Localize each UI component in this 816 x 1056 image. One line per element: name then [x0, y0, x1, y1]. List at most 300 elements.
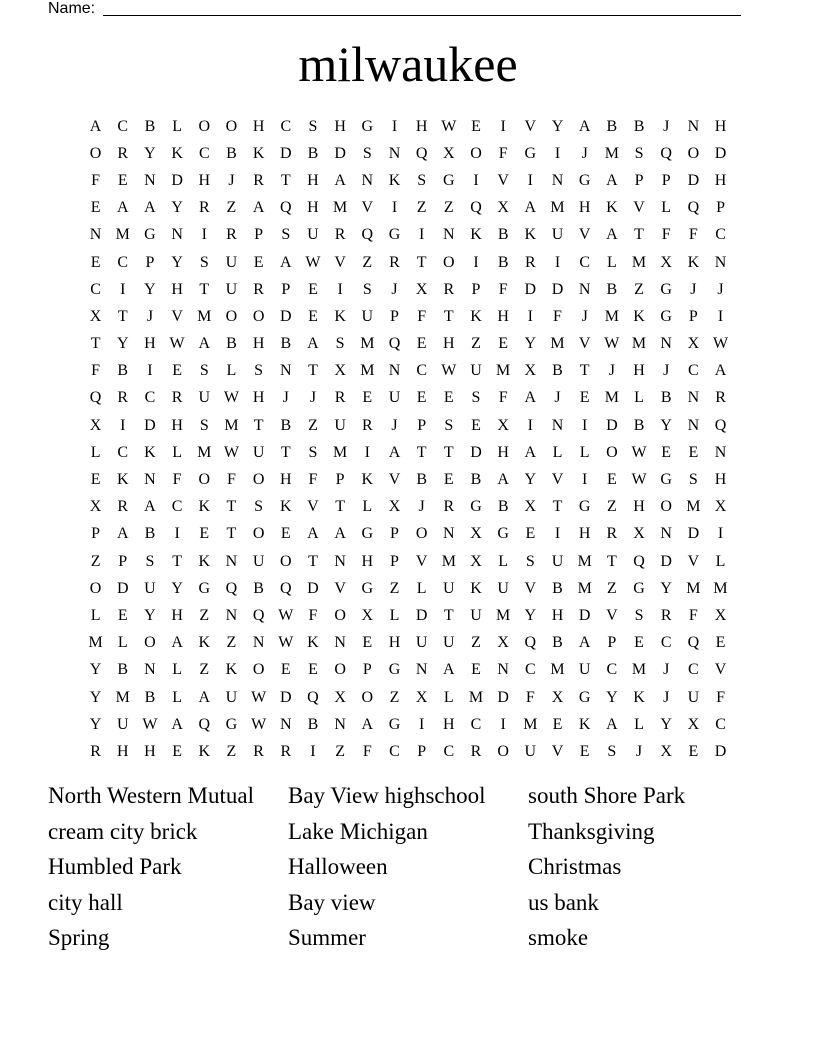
grid-letter: M — [197, 443, 212, 461]
grid-letter: W — [223, 389, 239, 407]
grid-letter: W — [712, 335, 729, 353]
grid-row — [82, 276, 734, 303]
grid-letter: D — [280, 688, 292, 706]
grid-letter: F — [417, 307, 427, 325]
grid-letter: L — [552, 443, 563, 461]
word-list-item: Lake Michigan — [288, 818, 428, 844]
grid-letter: Z — [389, 688, 400, 706]
grid-letter: Q — [361, 226, 374, 244]
grid-letter: E — [416, 389, 427, 407]
grid-letter: T — [443, 606, 454, 624]
grid-letter: E — [715, 634, 726, 652]
grid-letter: V — [578, 226, 591, 244]
grid-letter: D — [714, 144, 727, 162]
grid-letter: X — [388, 498, 401, 516]
grid-letter: R — [117, 498, 129, 516]
grid-letter: N — [225, 552, 238, 570]
grid-letter: G — [388, 661, 401, 679]
grid-letter: K — [198, 742, 211, 760]
grid-letter: X — [361, 606, 374, 624]
grid-letter: Y — [144, 144, 156, 162]
grid-letter: B — [497, 253, 509, 271]
grid-letter: I — [554, 525, 561, 543]
grid-letter: I — [418, 226, 425, 244]
grid-letter: W — [278, 634, 294, 652]
grid-letter: H — [252, 389, 265, 407]
grid-letter: K — [171, 144, 183, 162]
grid-letter: L — [362, 498, 373, 516]
grid-letter: I — [582, 416, 588, 434]
grid-letter: X — [633, 525, 645, 543]
grid-letter: X — [497, 416, 509, 434]
grid-letter: K — [280, 498, 292, 516]
grid-letter: K — [633, 307, 645, 325]
grid-letter: E — [90, 199, 101, 217]
grid-letter: F — [498, 389, 508, 407]
grid-letter: J — [608, 362, 615, 380]
grid-letter: G — [225, 715, 238, 733]
grid-letter: A — [116, 525, 129, 543]
grid-letter: M — [713, 579, 728, 597]
name-label: Name: — [48, 0, 96, 17]
grid-letter: B — [633, 117, 645, 135]
grid-letter: J — [635, 742, 643, 760]
grid-letter: E — [308, 280, 318, 298]
grid-letter: D — [116, 579, 129, 597]
grid-letter: K — [578, 715, 591, 733]
grid-row — [82, 195, 734, 222]
grid-letter: A — [171, 634, 183, 652]
grid-letter: D — [660, 552, 672, 570]
grid-letter: R — [443, 498, 455, 516]
grid-letter: X — [334, 688, 346, 706]
grid-letter: E — [416, 335, 427, 353]
puzzle-title: milwaukee — [298, 36, 518, 92]
grid-letter: C — [198, 144, 210, 162]
grid-letter: V — [524, 117, 537, 135]
grid-letter: D — [415, 606, 428, 624]
grid-letter: B — [307, 144, 319, 162]
grid-letter: M — [604, 144, 619, 162]
grid-letter: I — [500, 715, 506, 733]
grid-letter: B — [416, 471, 427, 489]
grid-letter: S — [199, 362, 209, 380]
grid-letter: K — [606, 199, 618, 217]
grid-letter: W — [169, 335, 185, 353]
grid-letter: T — [634, 226, 644, 244]
grid-letter: T — [226, 498, 237, 516]
grid-letter: A — [388, 443, 401, 461]
grid-letter: W — [604, 335, 620, 353]
grid-letter: C — [715, 715, 726, 733]
grid-letter: Z — [199, 661, 210, 679]
grid-letter: I — [174, 525, 180, 543]
grid-letter: G — [361, 117, 374, 135]
grid-letter: U — [116, 715, 129, 733]
grid-letter: Z — [335, 742, 346, 760]
grid-letter: A — [606, 171, 618, 189]
grid-letter: O — [334, 661, 346, 679]
grid-letter: V — [334, 579, 346, 597]
grid-letter: R — [117, 389, 129, 407]
grid-letter: K — [198, 552, 211, 570]
grid-letter: P — [716, 199, 725, 217]
grid-letter: M — [550, 335, 565, 353]
grid-letter: M — [333, 199, 348, 217]
grid-letter: X — [687, 335, 700, 353]
grid-letter: V — [361, 199, 374, 217]
grid-letter: A — [524, 199, 537, 217]
grid-letter: T — [280, 171, 291, 189]
grid-letter: D — [606, 416, 618, 434]
grid-letter: S — [634, 606, 644, 624]
grid-letter: O — [252, 525, 265, 543]
grid-letter: S — [199, 253, 209, 271]
grid-letter: S — [525, 552, 535, 570]
grid-letter: E — [172, 742, 182, 760]
grid-letter: H — [171, 416, 183, 434]
grid-letter: N — [280, 715, 292, 733]
grid-letter: Z — [416, 199, 427, 217]
grid-letter: S — [362, 280, 372, 298]
grid-letter: E — [552, 715, 563, 733]
grid-letter: X — [551, 688, 564, 706]
grid-letter: V — [687, 552, 700, 570]
grid-letter: M — [550, 199, 565, 217]
grid-letter: J — [581, 144, 588, 162]
grid-letter: S — [607, 742, 617, 760]
grid-letter: T — [308, 362, 318, 380]
grid-letter: F — [498, 280, 508, 298]
grid-letter: O — [470, 144, 482, 162]
grid-letter: Z — [226, 199, 237, 217]
grid-letter: K — [470, 226, 482, 244]
grid-letter: D — [578, 606, 591, 624]
grid-letter: S — [254, 362, 264, 380]
grid-letter: Z — [606, 498, 617, 516]
grid-letter: K — [361, 471, 374, 489]
word-list-item: Halloween — [288, 854, 388, 880]
grid-letter: Z — [606, 579, 617, 597]
grid-letter: G — [660, 471, 672, 489]
grid-letter: G — [144, 226, 156, 244]
grid-letter: K — [198, 634, 211, 652]
grid-letter: X — [714, 606, 727, 624]
grid-letter: L — [606, 253, 617, 271]
grid-letter: P — [335, 471, 345, 489]
grid-letter: X — [497, 634, 509, 652]
grid-letter: R — [389, 253, 400, 271]
grid-letter: U — [415, 634, 428, 652]
grid-letter: O — [252, 307, 265, 325]
grid-letter: X — [415, 280, 428, 298]
grid-letter: C — [117, 253, 129, 271]
grid-letter: I — [391, 199, 398, 217]
grid-letter: F — [226, 471, 236, 489]
grid-letter: L — [172, 688, 182, 706]
grid-letter: K — [307, 634, 319, 652]
grid-letter: X — [714, 498, 727, 516]
grid-letter: G — [660, 307, 672, 325]
grid-letter: C — [117, 443, 129, 461]
grid-letter: E — [443, 389, 454, 407]
grid-letter: I — [120, 280, 126, 298]
grid-letter: I — [473, 171, 479, 189]
grid-letter: A — [497, 471, 509, 489]
grid-letter: E — [362, 389, 373, 407]
grid-letter: P — [145, 253, 155, 271]
grid-letter: V — [633, 199, 645, 217]
grid-letter: C — [90, 280, 101, 298]
grid-letter: H — [633, 498, 645, 516]
grid-letter: C — [688, 362, 699, 380]
grid-letter: A — [307, 335, 319, 353]
grid-letter: I — [310, 742, 316, 760]
grid-letter: A — [252, 199, 265, 217]
grid-letter: R — [253, 742, 264, 760]
grid-letter: E — [308, 307, 318, 325]
grid-letter: U — [470, 606, 482, 624]
grid-letter: L — [715, 552, 726, 570]
grid-letter: V — [578, 335, 591, 353]
grid-letter: R — [715, 389, 726, 407]
grid-letter: H — [280, 471, 292, 489]
grid-letter: N — [660, 335, 672, 353]
grid-letter: S — [308, 117, 318, 135]
grid-letter: I — [582, 471, 588, 489]
grid-letter: P — [417, 416, 427, 434]
grid-letter: W — [441, 362, 457, 380]
grid-letter: E — [90, 253, 101, 271]
grid-letter: H — [714, 471, 727, 489]
grid-letter: X — [89, 416, 102, 434]
grid-letter: J — [391, 416, 398, 434]
grid-row — [82, 684, 734, 711]
grid-letter: T — [579, 362, 590, 380]
grid-letter: P — [634, 171, 644, 189]
grid-letter: F — [308, 606, 318, 624]
grid-letter: H — [252, 335, 265, 353]
grid-letter: G — [497, 525, 509, 543]
grid-letter: D — [687, 525, 700, 543]
grid-letter: U — [687, 688, 700, 706]
grid-letter: D — [551, 280, 564, 298]
grid-letter: C — [144, 389, 156, 407]
grid-letter: K — [524, 226, 537, 244]
grid-letter: J — [418, 498, 425, 516]
grid-letter: W — [251, 715, 267, 733]
grid-letter: O — [198, 471, 211, 489]
grid-letter: R — [171, 389, 183, 407]
grid-letter: A — [361, 715, 374, 733]
grid-letter: A — [524, 443, 537, 461]
grid-letter: I — [418, 715, 425, 733]
grid-letter: B — [633, 416, 645, 434]
grid-letter: B — [307, 715, 319, 733]
grid-letter: L — [90, 606, 101, 624]
grid-letter: E — [471, 661, 481, 679]
grid-letter: M — [496, 606, 511, 624]
grid-letter: B — [280, 416, 292, 434]
grid-letter: G — [578, 171, 591, 189]
grid-row — [82, 494, 734, 521]
grid-letter: M — [115, 226, 130, 244]
grid-letter: V — [551, 742, 564, 760]
grid-letter: T — [552, 498, 563, 516]
grid-letter: E — [443, 471, 454, 489]
grid-letter: X — [660, 742, 672, 760]
grid-letter: U — [334, 416, 346, 434]
grid-letter: G — [470, 498, 482, 516]
grid-letter: H — [171, 280, 183, 298]
grid-letter: P — [362, 661, 372, 679]
grid-letter: V — [714, 661, 727, 679]
grid-letter: G — [361, 525, 374, 543]
grid-row — [82, 711, 734, 738]
grid-letter: F — [661, 226, 671, 244]
word-list-item: Bay view — [288, 889, 376, 915]
grid-letter: H — [714, 117, 727, 135]
grid-letter: A — [334, 171, 346, 189]
grid-letter: J — [554, 389, 561, 407]
grid-letter: B — [144, 117, 156, 135]
grid-letter: D — [470, 443, 482, 461]
grid-letter: X — [470, 552, 482, 570]
grid-letter: R — [117, 144, 129, 162]
grid-letter: M — [604, 307, 619, 325]
grid-letter: K — [388, 171, 401, 189]
grid-letter: G — [524, 144, 537, 162]
grid-letter: F — [308, 471, 318, 489]
grid-letter: T — [253, 416, 264, 434]
grid-letter: D — [687, 171, 700, 189]
grid-letter: P — [417, 742, 427, 760]
grid-letter: N — [252, 634, 265, 652]
grid-letter: U — [443, 634, 455, 652]
grid-row — [82, 738, 734, 765]
grid-letter: K — [144, 443, 156, 461]
grid-letter: C — [280, 117, 292, 135]
grid-letter: E — [280, 661, 291, 679]
grid-letter: K — [334, 307, 346, 325]
grid-letter: K — [116, 471, 129, 489]
grid-letter: N — [687, 389, 700, 407]
grid-letter: M — [631, 253, 647, 271]
grid-letter: B — [226, 144, 237, 162]
grid-letter: C — [660, 634, 672, 652]
grid-letter: U — [225, 688, 238, 706]
grid-letter: A — [606, 715, 618, 733]
grid-letter: G — [388, 226, 401, 244]
grid-letter: J — [663, 688, 670, 706]
word-list-item: Thanksgiving — [528, 818, 655, 844]
grid-letter: J — [228, 171, 235, 189]
grid-letter: O — [225, 117, 238, 135]
grid-letter: A — [578, 117, 591, 135]
grid-letter: Q — [714, 416, 727, 434]
grid-letter: E — [172, 362, 182, 380]
grid-letter: D — [524, 280, 537, 298]
grid-letter: P — [254, 226, 264, 244]
grid-letter: P — [281, 280, 291, 298]
grid-letter: Y — [116, 335, 129, 353]
grid-letter: L — [389, 606, 400, 624]
grid-letter: W — [631, 443, 647, 461]
grid-letter: A — [116, 199, 129, 217]
grid-letter: I — [473, 253, 479, 271]
grid-letter: Z — [90, 552, 101, 570]
grid-letter: Q — [415, 144, 428, 162]
grid-letter: O — [334, 606, 346, 624]
grid-letter: C — [688, 661, 699, 679]
word-list-item: North Western Mutual — [48, 783, 254, 808]
word-list-item: Bay View highschool — [288, 783, 486, 808]
grid-letter: Y — [524, 606, 537, 624]
grid-letter: W — [223, 443, 239, 461]
grid-letter: M — [224, 416, 239, 434]
grid-row — [82, 358, 734, 385]
grid-letter: Z — [226, 742, 237, 760]
grid-row — [82, 575, 734, 602]
name-field — [48, 0, 748, 18]
grid-letter: M — [496, 362, 511, 380]
grid-letter: H — [443, 715, 455, 733]
grid-letter: J — [663, 661, 670, 679]
grid-letter: I — [554, 144, 561, 162]
grid-letter: Y — [171, 199, 183, 217]
grid-letter: U — [361, 307, 374, 325]
grid-letter: H — [144, 335, 156, 353]
grid-letter: Q — [633, 552, 645, 570]
grid-letter: W — [441, 117, 457, 135]
grid-letter: G — [198, 579, 211, 597]
grid-letter: B — [144, 525, 156, 543]
grid-letter: F — [91, 362, 101, 380]
grid-letter: T — [172, 552, 182, 570]
grid-letter: B — [253, 579, 264, 597]
grid-letter: N — [415, 661, 428, 679]
grid-letter: Y — [660, 416, 672, 434]
grid-letter: P — [688, 307, 698, 325]
grid-letter: B — [117, 661, 129, 679]
grid-letter: M — [631, 661, 647, 679]
grid-letter: X — [89, 307, 102, 325]
grid-letter: S — [308, 443, 318, 461]
grid-letter: N — [361, 171, 374, 189]
word-list-item: smoke — [528, 925, 589, 951]
grid-letter: N — [497, 661, 509, 679]
grid-letter: R — [198, 199, 210, 217]
grid-letter: A — [578, 634, 591, 652]
grid-row — [82, 657, 734, 684]
grid-letter: Y — [89, 661, 102, 679]
grid-letter: X — [89, 498, 102, 516]
grid-letter: Q — [252, 606, 265, 624]
grid-letter: M — [631, 335, 647, 353]
grid-letter: Y — [89, 688, 102, 706]
grid-letter: N — [144, 661, 156, 679]
grid-letter: F — [498, 144, 508, 162]
grid-letter: Q — [524, 634, 537, 652]
grid-letter: M — [115, 688, 130, 706]
grid-letter: O — [497, 742, 509, 760]
grid-letter: X — [687, 715, 700, 733]
grid-letter: X — [443, 144, 455, 162]
grid-letter: I — [527, 307, 533, 325]
grid-letter: N — [551, 171, 564, 189]
grid-letter: E — [471, 117, 481, 135]
grid-letter: Y — [660, 579, 672, 597]
